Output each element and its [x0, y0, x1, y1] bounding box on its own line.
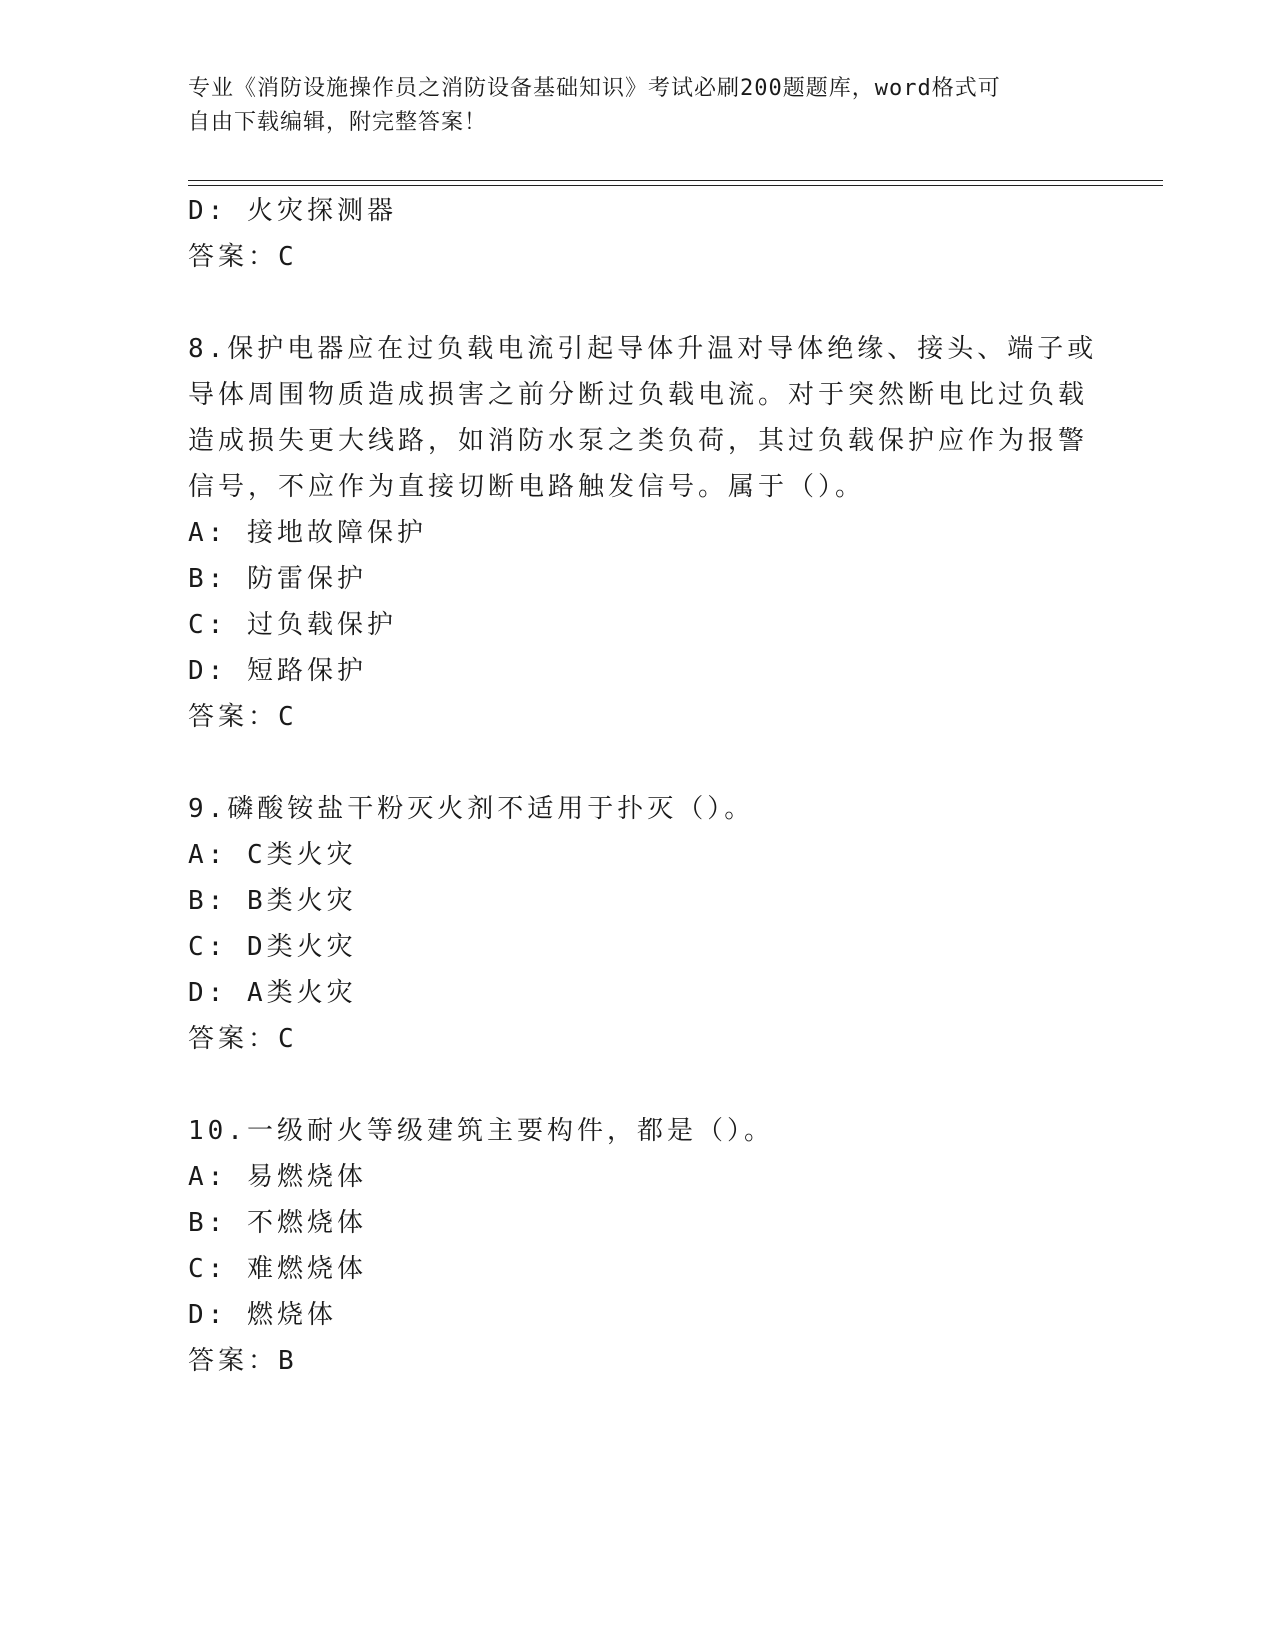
- question-stem-line: 8.保护电器应在过负载电流引起导体升温对导体绝缘、接头、端子或: [188, 334, 1098, 364]
- option-d: D: A类火灾: [188, 978, 357, 1008]
- question-8: [188, 326, 1098, 740]
- option-c: C: 过负载保护: [188, 610, 397, 640]
- answer: 答案：B: [188, 1346, 298, 1376]
- option-d: D: 燃烧体: [188, 1300, 337, 1330]
- question-stem-line: 信号，不应作为直接切断电路触发信号。属于（）。: [188, 472, 866, 502]
- question-9: [188, 786, 1088, 1062]
- spacer: [188, 1062, 1088, 1108]
- spacer: [188, 740, 1088, 786]
- option-c: C: 难燃烧体: [188, 1254, 367, 1284]
- question-stem-line: 9.磷酸铵盐干粉灭火剂不适用于扑灭（）。: [188, 794, 755, 824]
- question-10: [188, 1108, 1088, 1384]
- option-d: D: 火灾探测器: [188, 196, 397, 226]
- option-b: B: B类火灾: [188, 886, 357, 916]
- spacer: [188, 280, 1088, 326]
- question-7-tail: [188, 188, 1088, 280]
- answer: 答案：C: [188, 702, 298, 732]
- header-line-2: 自由下载编辑，附完整答案！: [188, 110, 488, 135]
- option-d: D: 短路保护: [188, 656, 367, 686]
- option-a: A: 接地故障保护: [188, 518, 427, 548]
- option-b: B: 防雷保护: [188, 564, 367, 594]
- header-rule-top: [188, 180, 1163, 181]
- option-a: A: C类火灾: [188, 840, 357, 870]
- question-stem-line: 导体周围物质造成损害之前分断过负载电流。对于突然断电比过负载: [188, 380, 1089, 410]
- option-a: A: 易燃烧体: [188, 1162, 367, 1192]
- answer: 答案：C: [188, 1024, 298, 1054]
- question-stem-line: 造成损失更大线路，如消防水泵之类负荷，其过负载保护应作为报警: [188, 426, 1089, 456]
- header-line-1: 专业《消防设施操作员之消防设备基础知识》考试必刷200题题库，word格式可: [188, 76, 1001, 101]
- header-rule-bottom: [188, 185, 1163, 186]
- question-stem-line: 10.一级耐火等级建筑主要构件，都是（）。: [188, 1116, 774, 1146]
- answer: 答案：C: [188, 242, 298, 272]
- option-c: C: D类火灾: [188, 932, 357, 962]
- document-header: [188, 72, 1078, 140]
- option-b: B: 不燃烧体: [188, 1208, 367, 1238]
- question-list: [188, 188, 1098, 1384]
